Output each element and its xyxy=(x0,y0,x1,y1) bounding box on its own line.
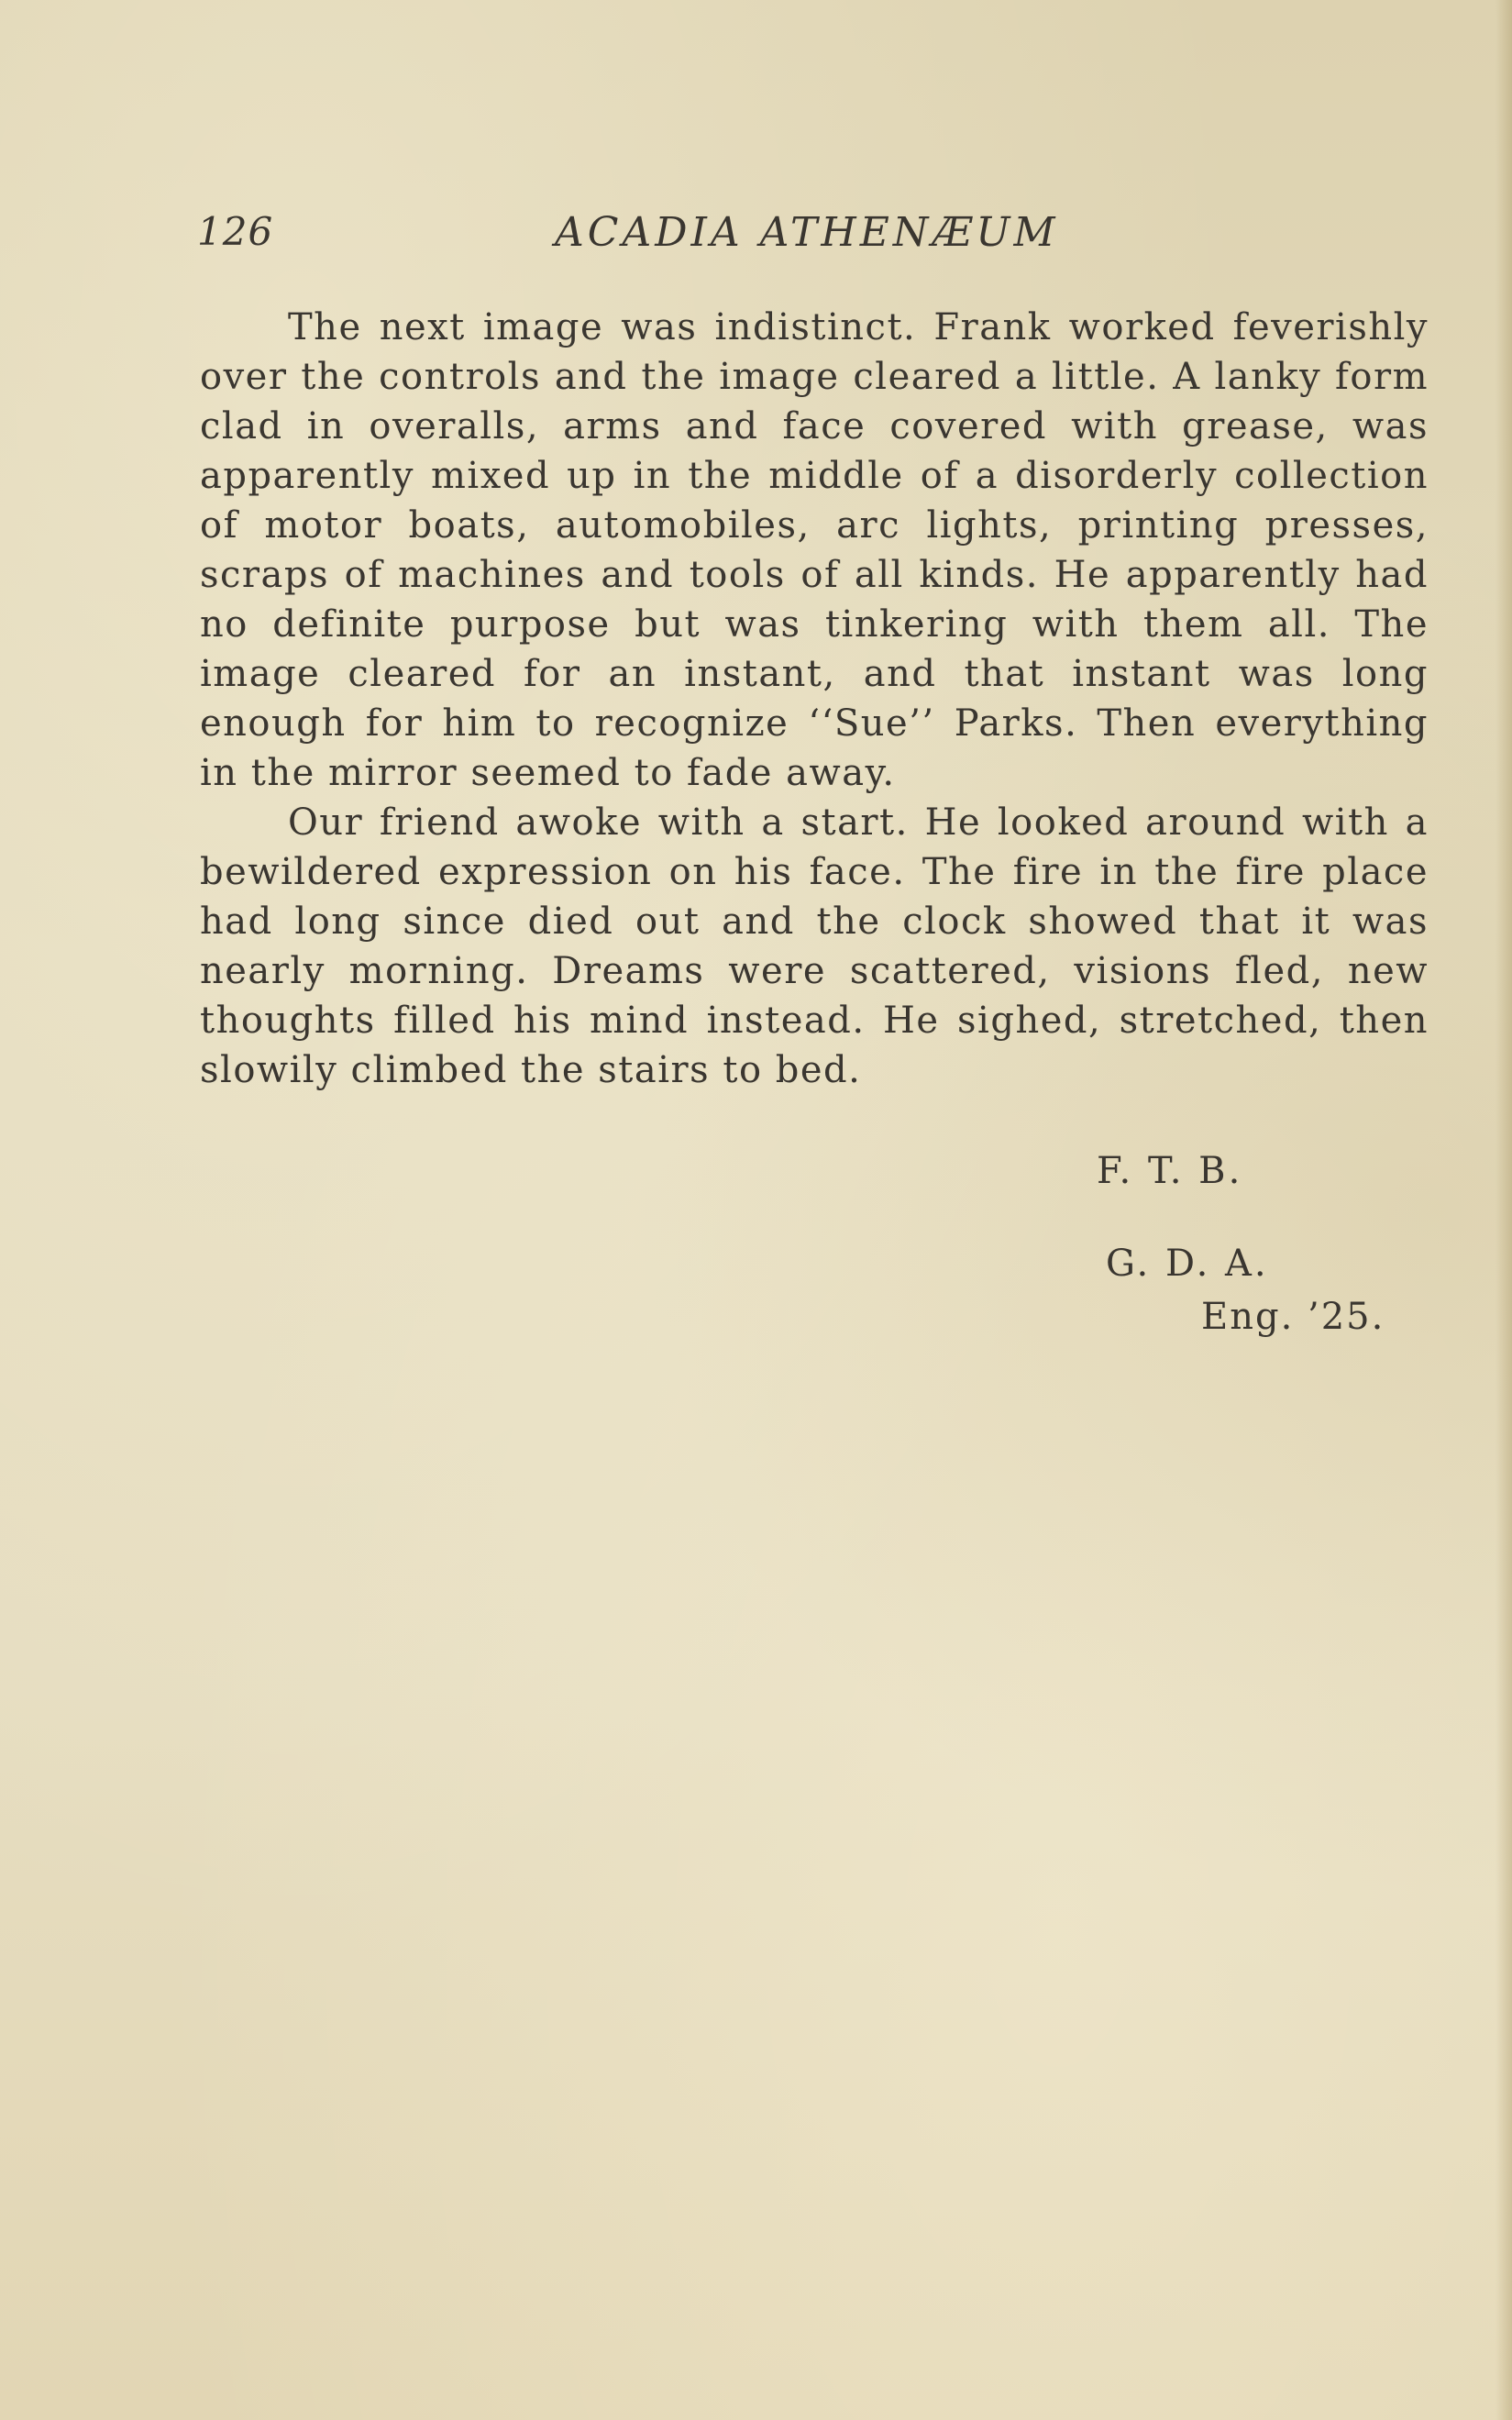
paragraph-2: Our friend awoke with a start. He looked around with a bewildered expression on his face. The fire in the fire place had long since died out and the clock showed that it was nearly morning. Dreams were scattered, visions fled, new thoughts filled his mind instead. He sighed, stretched, then slowily climbed the stairs to bed. xyxy=(200,801,1429,1091)
page-header xyxy=(197,209,1462,264)
author-initials-ftb: F. T. B. xyxy=(1097,1150,1243,1192)
author-initials-gda: G. D. A. xyxy=(1106,1243,1269,1285)
paragraph-1: The next image was indistinct. Frank worked feverishly over the controls and the image cleared a little. A lanky form clad in overalls, arms and face covered with grease, was apparently mixed up in the middle of a disorderly collection of motor boats, automobiles, arc lights, printing presses, scraps of machines and tools of all kinds. He apparently had no definite purpose but was tinkering with them all. The image cleared for an instant, and that instant was long enough for him to recognize ‘‘Sue’’ Parks. Then everything in the mirror seemed to fade away. xyxy=(200,306,1429,794)
author-class-year: Eng. ’25. xyxy=(1201,1296,1385,1338)
page-number: 126 xyxy=(197,209,274,254)
page-edge xyxy=(1495,0,1512,2420)
body-text xyxy=(200,303,1429,1095)
running-head: ACADIA ATHENÆUM xyxy=(555,209,1059,256)
